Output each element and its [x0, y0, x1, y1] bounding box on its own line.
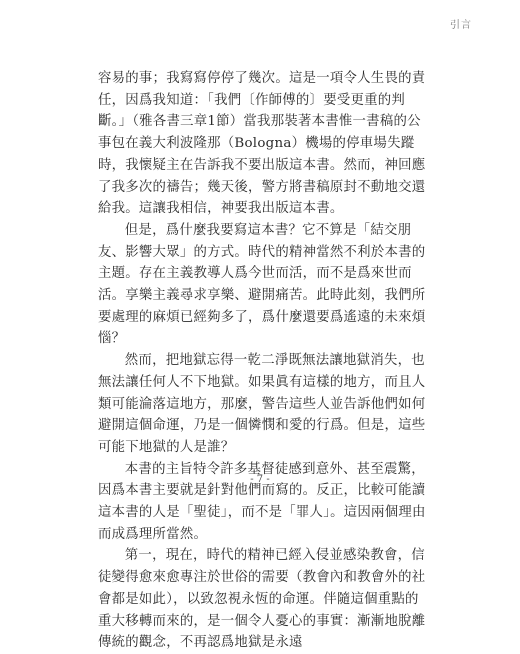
- running-header: 引言: [450, 20, 472, 31]
- paragraph: 然而，把地獄忘得一乾二淨既無法讓地獄消失，也無法讓任何人不下地獄。如果眞有這樣的地方，而且人類可能淪落這地方，那麼，警告這些人並告訴他們如何避開這個命運，乃是一個憐憫和愛的行爲。但是，這些可能下地獄的人是誰？: [98, 353, 426, 455]
- paragraph-continuation: 容易的事；我寫寫停停了幾次。這是一項令人生畏的責任，因爲我知道：「我們〔作師傅的〕要受更重的判斷。」（雅各書三章1節）當我那裝著本書惟一書稿的公事包在義大利波隆那（Bologna）機場的停車場失蹤時，我懷疑主在告訴我不要出版這本書。然而，神回應了我多次的禱告；幾天後，警方將書稿原封不動地交還給我。這讓我相信，神要我出版這本書。: [98, 71, 426, 217]
- paragraph: 第一，現在，時代的精神已經入侵並感染教會，信徒變得愈來愈專注於世俗的需要（教會內和教會外的社會都是如此），以致忽視永恆的命運。伴隨這個重點的重大移轉而來的，是一個令人憂心的事實：漸漸地脫離傳統的觀念，不再認爲地獄是永遠: [98, 548, 426, 651]
- paragraph: 但是，爲什麼我要寫這本書？它不算是「結交朋友、影響大眾」的方式。時代的精神當然不利於本書的主題。存在主義教導人爲今世而活，而不是爲來世而活。享樂主義尋求享樂、避開痛苦。此時此刻，我們所要處理的麻煩已經夠多了，爲什麼還要爲遙遠的未來煩惱？: [98, 222, 426, 347]
- paragraph: 本書的主旨特令許多基督徒感到意外、甚至震驚，因爲本書主要就是針對他們而寫的。反正，比較可能讀這本書的人是「聖徒」，而不是「罪人」。這因兩個理由而成爲理所當然。: [98, 461, 426, 542]
- body-text: [98, 68, 428, 654]
- page-number: - 7 -: [250, 474, 270, 485]
